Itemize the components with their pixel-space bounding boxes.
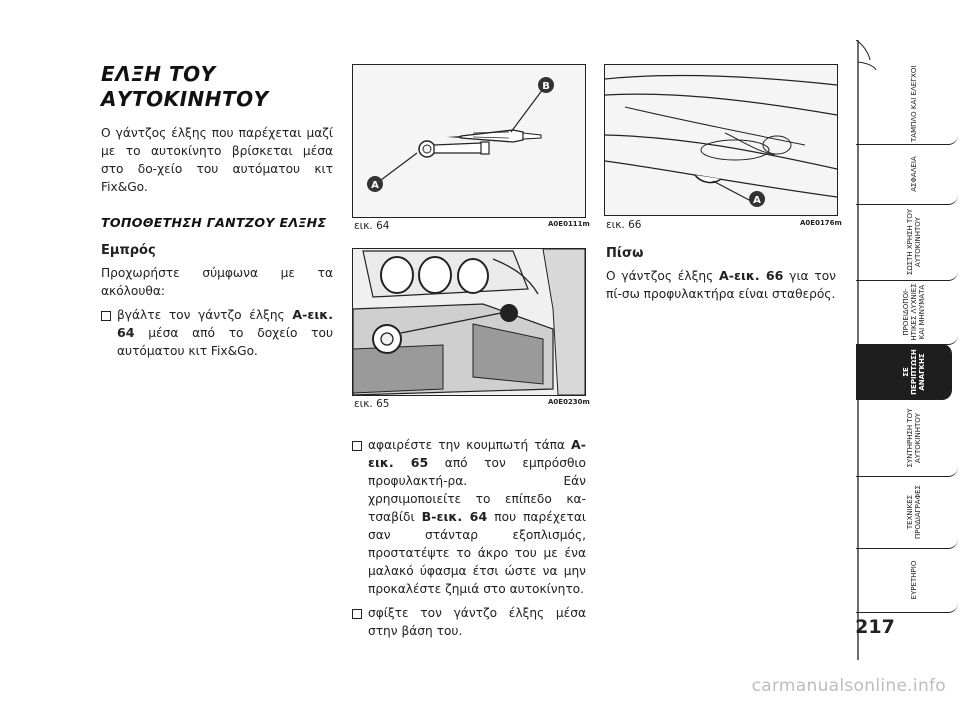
figure-66-code: A0E0176m	[800, 219, 842, 227]
tab-dashboard[interactable]: ΤΑΜΠΛΟ ΚΑΙ ΕΛΕΓΧΟΙ	[856, 64, 958, 145]
callout-a: A	[753, 195, 761, 206]
tab-maintenance[interactable]: ΣΥΝΤΗΡΗΣΗ ΤΟΥ ΑΥΤΟΚΙΝΗΤΟΥ	[856, 400, 958, 477]
figure-64-code: A0E0111m	[548, 220, 590, 228]
tab-warning-lights[interactable]: ΠΡΟΕΙΔΟΠΟΙ-ΗΤΙΚΕΣ ΛΥΧΝΙΕΣ ΚΑΙ ΜΗΝΥΜΑΤΑ	[856, 280, 958, 345]
text-column-3	[606, 246, 836, 303]
figure-65	[352, 248, 586, 396]
front-heading: Εμπρός	[101, 243, 156, 258]
figure-66-label: εικ. 66	[606, 219, 642, 231]
text-column-2	[352, 436, 586, 644]
checkbox-square-icon	[352, 609, 362, 619]
page-number: 217	[855, 616, 895, 638]
front-bumper-illustration	[353, 249, 585, 395]
tab-safety[interactable]: ΑΣΦΑΛΕΙΑ	[856, 144, 958, 205]
chapter-tabs	[856, 40, 960, 660]
callout-b: B	[542, 81, 550, 92]
bullet-step-2: αφαιρέστε την κουμπωτή τάπα A-εικ. 65 από τον εμπρόσθιο προφυλακτή-ρα. Εάν χρησιμοποιείτε το επίπεδο κα-τσαβίδι B-εικ. 64 που παρέχεται σαν στάνταρ εξοπλισμός, προστατέψτε το άκρο του με ένα μαλακό ύφασμα έτσι ώστε να μην προκαλέστε ζημιά στο αυτοκίνητο.	[352, 436, 586, 598]
tow-hook-screwdriver-illustration	[353, 65, 585, 217]
figure-reference: A-εικ. 66	[719, 268, 784, 283]
figure-64	[352, 64, 586, 218]
tab-emergency[interactable]: ΣΕ ΠΕΡΙΠΤΩΣΗ ΑΝΑΓΚΗΣ	[856, 344, 952, 400]
intro-paragraph: Ο γάντζος έλξης που παρέχεται μαζί με το αυτοκίνητο βρίσκεται μέσα στο δο-χείο του αυτόματου κιτ Fix&Go.	[101, 126, 333, 194]
tow-cap-icon	[500, 304, 518, 322]
bullet-step-1: βγάλτε τον γάντζο έλξης A-εικ. 64 μέσα από το δοχείο του αυτόματου κιτ Fix&Go.	[101, 306, 333, 360]
watermark: carmanualsonline.info	[751, 676, 946, 696]
tab-correct-use[interactable]: ΣΩΣΤΗ ΧΡΗΣΗ ΤΟΥ ΑΥΤΟΚΙΝΗΤΟΥ	[856, 204, 958, 281]
figure-reference: B-εικ. 64	[421, 509, 488, 524]
rear-heading: Πίσω	[606, 246, 644, 261]
subsection-title: ΤΟΠΟΘΕΤΗΣΗ ΓΑΝΤΖΟΥ ΕΛΞΗΣ	[101, 215, 327, 230]
tab-technical-specs[interactable]: ΤΕΧΝΙΚΕΣ ΠΡΟΔΙΑΓΡΑΦΕΣ	[856, 476, 958, 549]
front-intro: Προχωρήστε σύμφωνα με τα ακόλουθα:	[101, 266, 333, 298]
figure-65-label: εικ. 65	[354, 398, 390, 410]
section-title: ΕΛΞΗ ΤΟΥ ΑΥΤΟΚΙΝΗΤΟΥ	[101, 62, 269, 111]
tab-index[interactable]: ΕΥΡΕΤΗΡΙΟ	[856, 548, 958, 613]
bullet-step-3: σφίξτε τον γάντζο έλξης μέσα στην βάση του.	[352, 604, 586, 640]
figure-65-code: A0E0230m	[548, 398, 590, 406]
figure-reference: A-εικ. 65	[368, 437, 586, 470]
text-column-1	[101, 62, 333, 364]
figure-66	[604, 64, 838, 216]
checkbox-square-icon	[101, 311, 111, 321]
rear-paragraph: Ο γάντζος έλξης A-εικ. 66 για τον πί-σω προφυλακτήρα είναι σταθερός.	[606, 268, 836, 301]
figure-reference: A-εικ. 64	[117, 307, 333, 340]
callout-a: A	[371, 180, 379, 191]
figure-64-label: εικ. 64	[354, 220, 390, 232]
checkbox-square-icon	[352, 441, 362, 451]
headlight-icon	[363, 251, 538, 297]
rear-bumper-illustration	[605, 65, 837, 215]
